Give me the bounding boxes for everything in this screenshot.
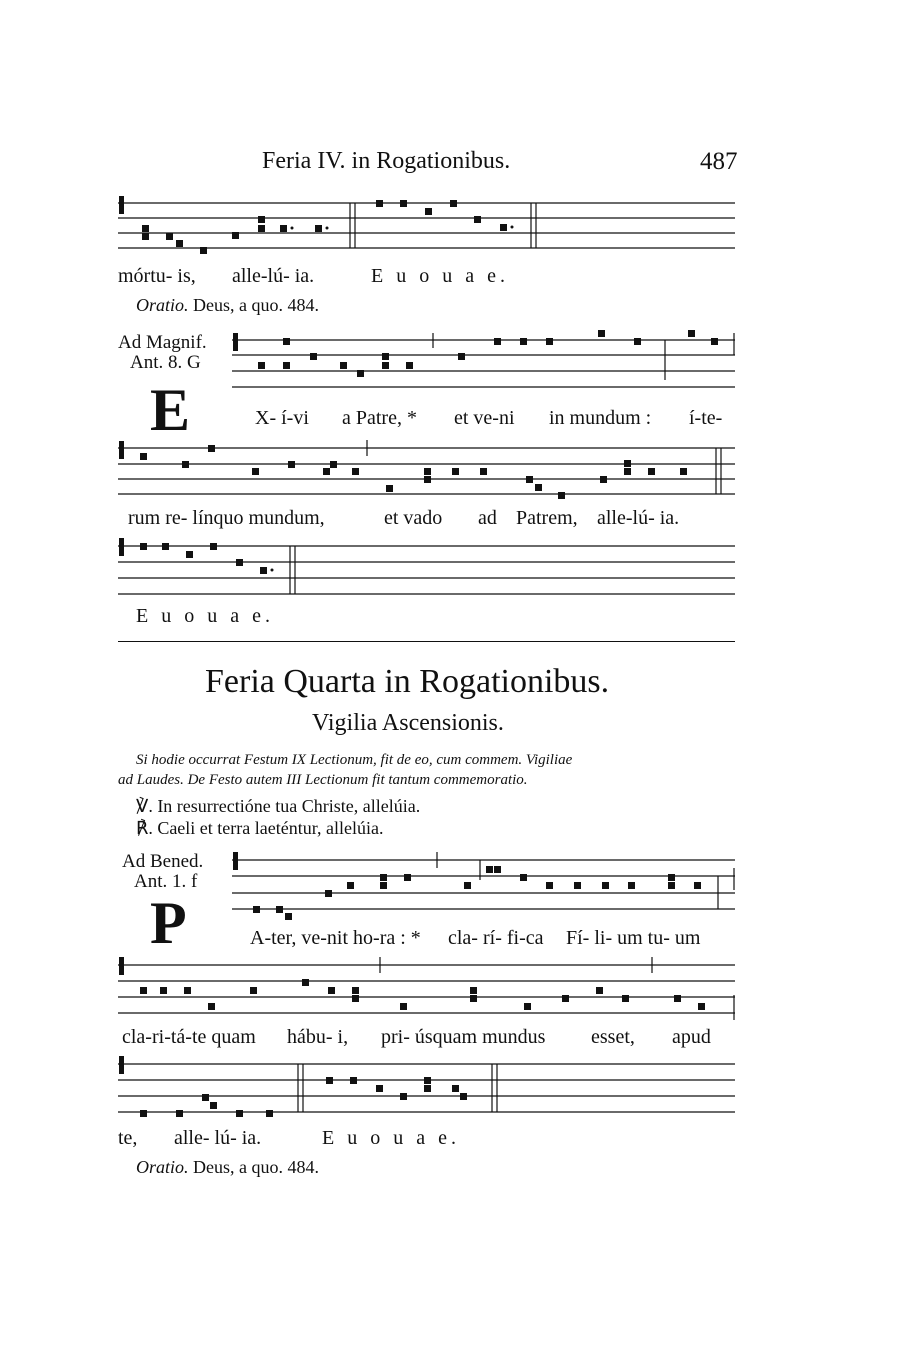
lyric-syllables: alle-lú- ia. (232, 265, 315, 287)
lyric-syllables: cla-ri-tá-te quam (122, 1026, 256, 1048)
lyric-syllables: a Patre, * (342, 407, 417, 429)
oratio-text: Deus, a quo. 484. (193, 295, 319, 315)
lyric-syllables: rum re- línquo mundum, (128, 507, 325, 529)
lyric-syllables: í-te- (689, 407, 723, 429)
lyric-syllables: A-ter, ve-nit ho-ra : * (250, 927, 421, 949)
section-title: Feria Quarta in Rogationibus. (205, 663, 610, 700)
lyric-syllables: in mundum : (549, 407, 652, 429)
antiphon-label: Ad Magnif. (118, 332, 207, 353)
lyric-syllables: mórtu- is, (118, 265, 196, 287)
lyric-syllables: alle- lú- ia. (174, 1127, 262, 1149)
antiphon-mode: Ant. 1. f (134, 871, 198, 892)
page-number: 487 (700, 148, 738, 175)
lyric-syllables: hábu- i, (287, 1026, 349, 1048)
running-head: Feria IV. in Rogationibus. (262, 148, 511, 174)
initial-letter: P (150, 890, 187, 956)
lyric-syllables: Fí- li- um tu- um (566, 927, 701, 949)
lyric-syllables: et ve-ni (454, 407, 515, 429)
antiphon-mode: Ant. 8. G (130, 352, 201, 373)
initial-letter: E (150, 377, 191, 443)
euouae: E u o u a e. (371, 265, 509, 287)
euouae: E u o u a e. (322, 1127, 460, 1149)
lyric-syllables: et vado (384, 507, 443, 529)
lyric-syllables: te, (118, 1127, 138, 1149)
versicle: ℣. In resurrectióne tua Christe, allelúia. (136, 796, 421, 816)
euouae: E u o u a e. (136, 605, 274, 627)
lyric-syllables: alle-lú- ia. (597, 507, 680, 529)
lyric-syllables: cla- rí- fi-ca (448, 927, 544, 949)
lyric-syllables: Patrem, (516, 507, 578, 529)
oratio-label: Oratio. (136, 1157, 189, 1177)
rubric-line: ad Laudes. De Festo autem III Lectionum fit tantum commemoratio. (118, 772, 528, 788)
lyric-syllables: apud (672, 1026, 711, 1048)
section-subtitle: Vigilia Ascensionis. (312, 710, 504, 736)
antiphon-label: Ad Bened. (122, 851, 204, 872)
lyric-syllables: esset, (591, 1026, 635, 1048)
oratio-label: Oratio. (136, 295, 189, 315)
oratio-text: Deus, a quo. 484. (193, 1157, 319, 1177)
lyric-syllables: X- í-vi (255, 407, 309, 429)
rubric-line: Si hodie occurrat Festum IX Lectionum, fit de eo, cum commem. Vigiliae (136, 752, 573, 768)
lyric-syllables: ad (478, 507, 497, 529)
lyric-syllables: pri- úsquam mundus (381, 1026, 546, 1048)
response: ℟. Caeli et terra laeténtur, allelúia. (136, 818, 384, 838)
